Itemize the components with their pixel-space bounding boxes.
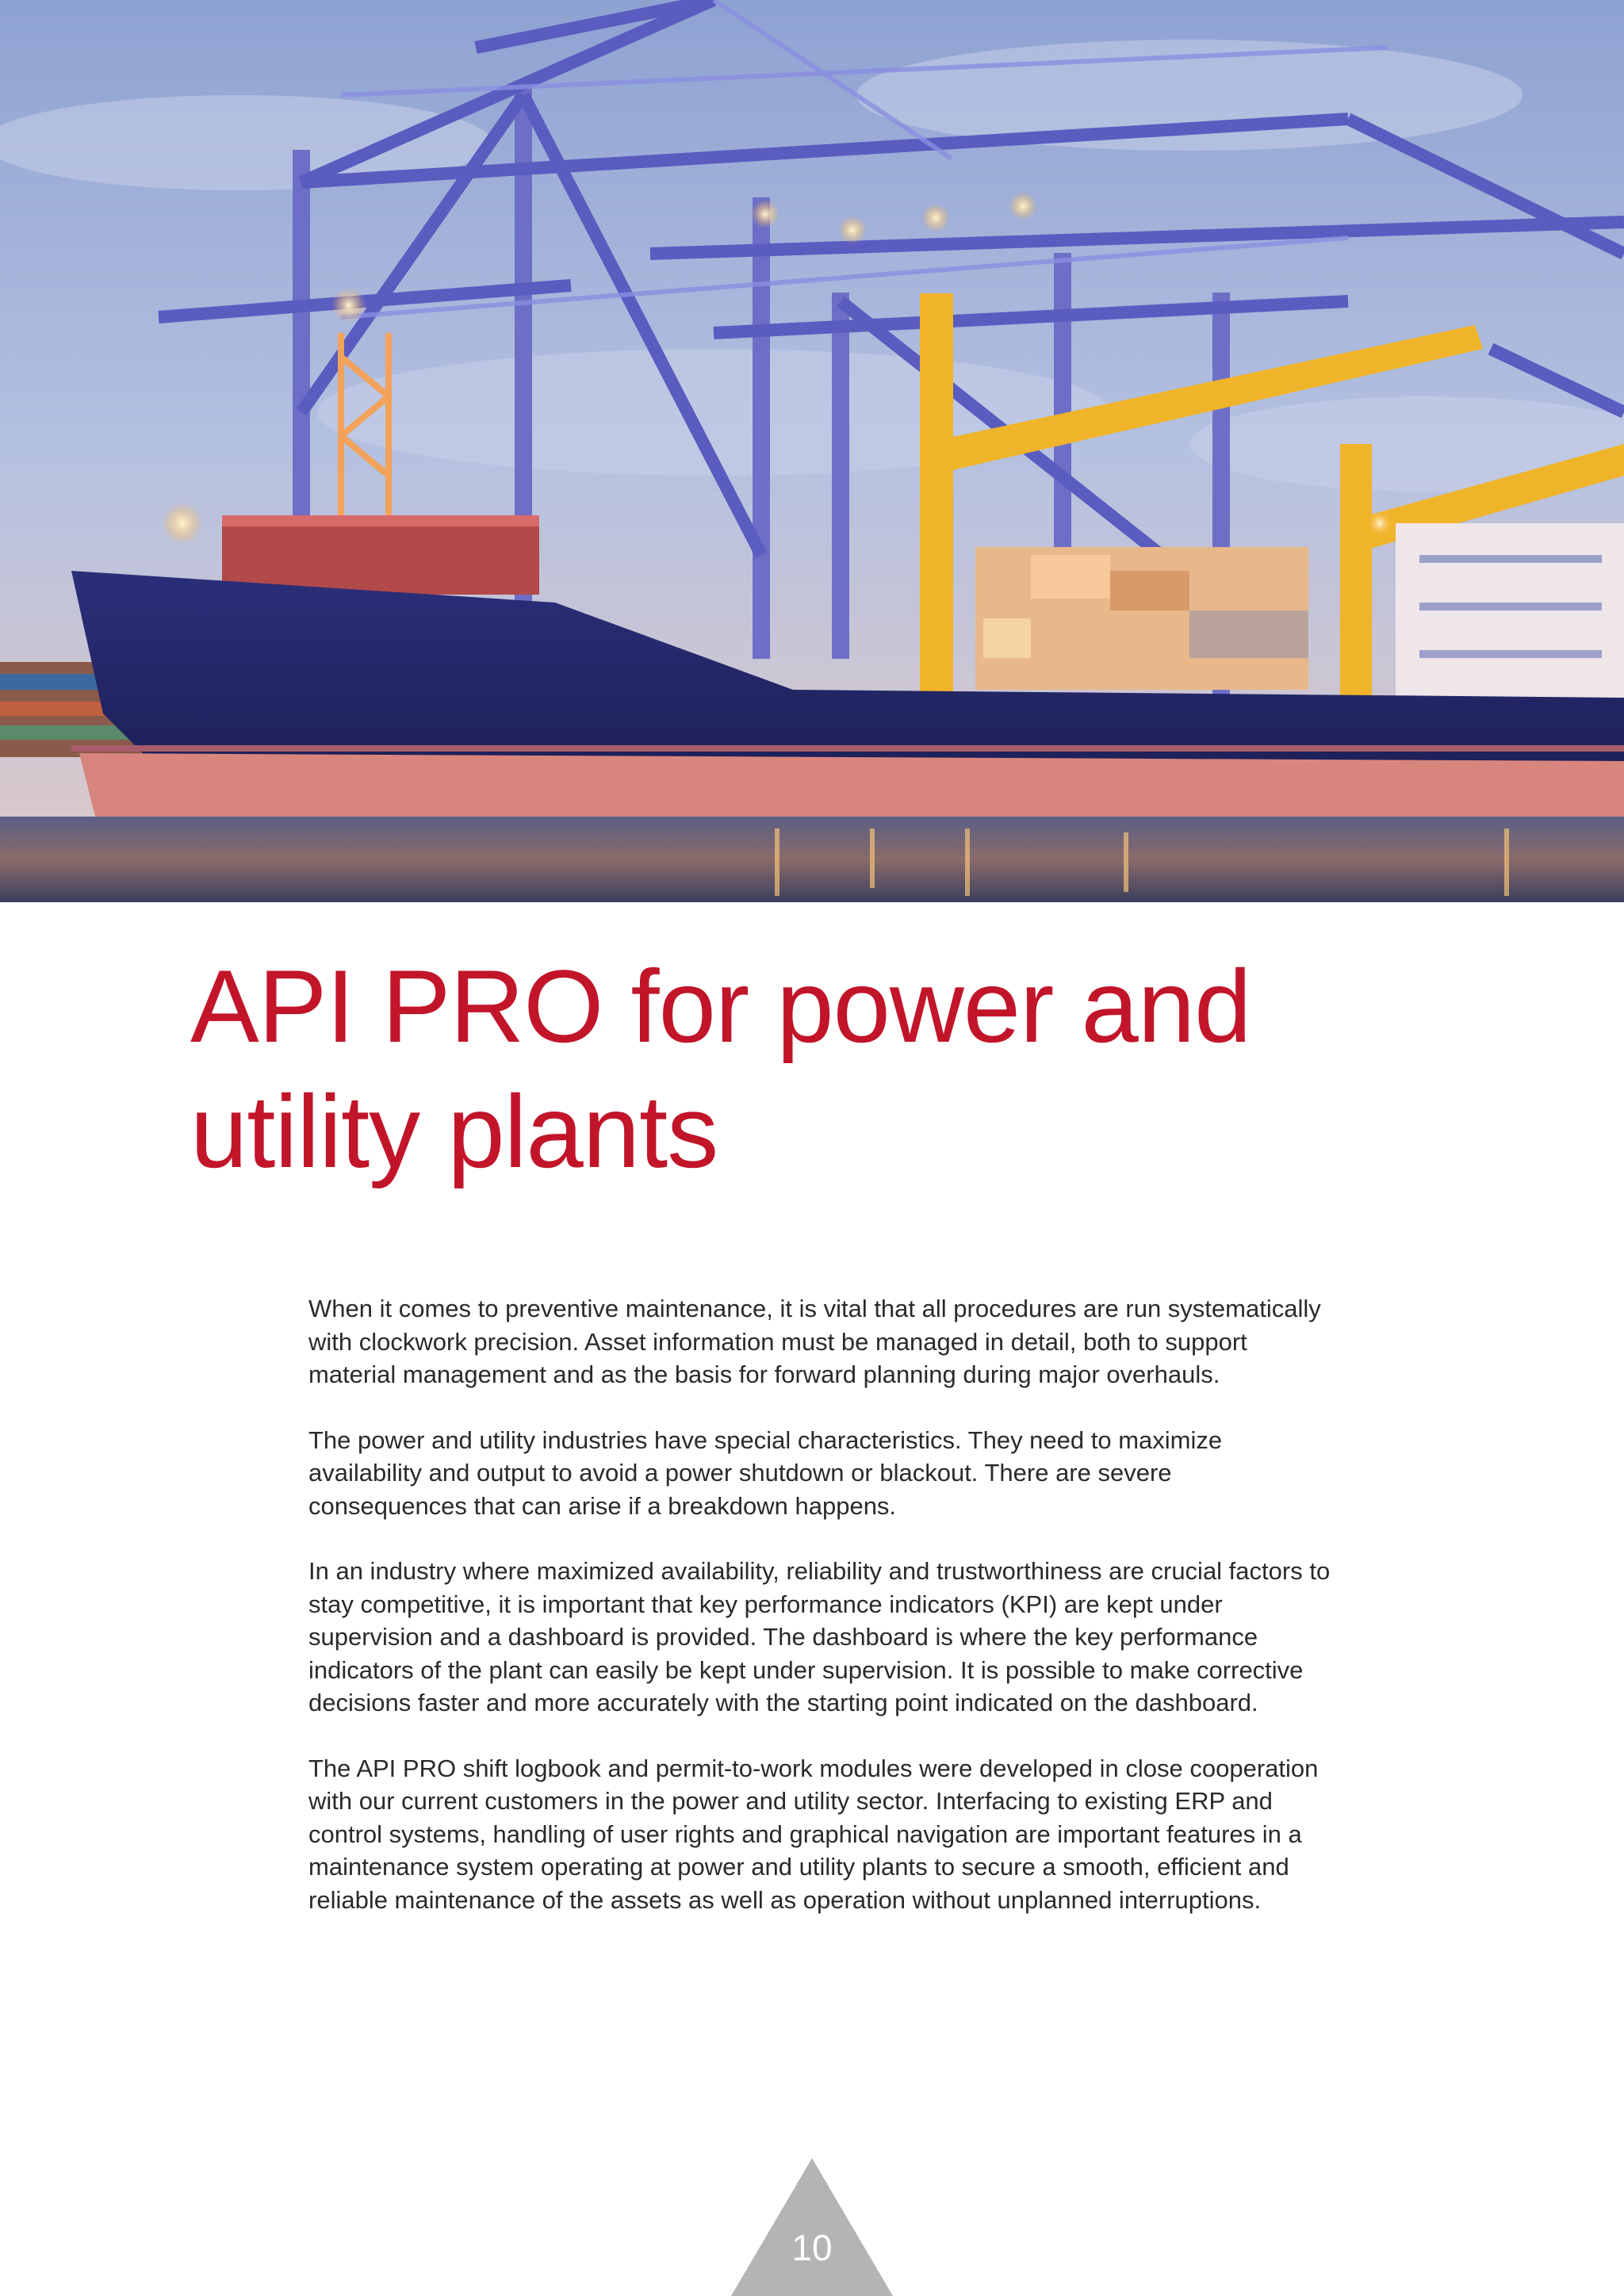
hero-photo bbox=[0, 0, 1624, 902]
paragraph: The API PRO shift logbook and permit-to-work modules were developed in close cooperation with our current customers in the power and utility sector. Interfacing to existing ERP and control systems, handling of user rights and graphical navigation are important features in a maintenance system operating at power and utility plants to secure a smooth, efficient and reliable maintenance of the assets as well as operation without unplanned interruptions. bbox=[308, 1754, 1319, 1914]
page-title: API PRO for power and utility plants bbox=[190, 948, 1251, 1189]
body-text bbox=[308, 1292, 1331, 1949]
page-number: 10 bbox=[791, 2227, 833, 2268]
paragraph: When it comes to preventive maintenance, it is vital that all procedures are run systematically with clockwork precision. Asset information must be managed in detail, both to support material management and as the basis for forward planning during major overhauls. bbox=[308, 1295, 1321, 1388]
port-cranes-ship-illustration bbox=[0, 0, 1624, 902]
paragraph: The power and utility industries have special characteristics. They need to maximize availability and output to avoid a power shutdown or blackout. There are severe consequences that can arise if a breakdown happens. bbox=[308, 1425, 1223, 1520]
paragraph: In an industry where maximized availability, reliability and trustworthiness are crucial factors to stay competitive, it is important that key performance indicators (KPI) are kept under supervision and a dashboard is provided. The dashboard is where the key performance indicators of the plant can easily be kept under supervision. It is possible to make corrective decisions faster and more accurately with the starting point indicated on the dashboard. bbox=[308, 1557, 1331, 1716]
